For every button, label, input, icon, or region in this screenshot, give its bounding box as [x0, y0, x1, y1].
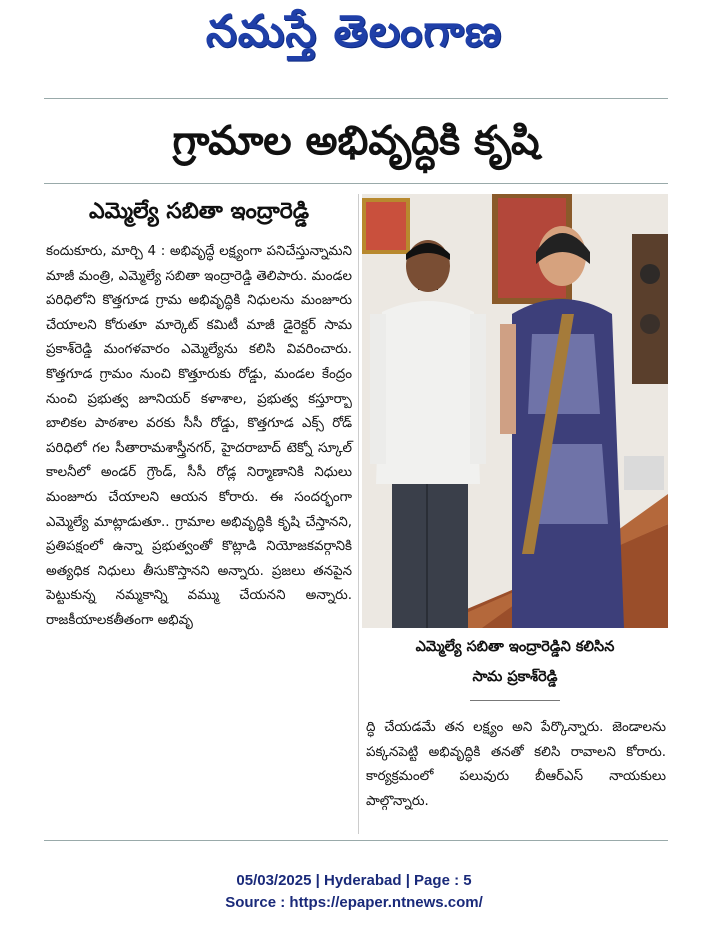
body-left-text: కందుకూరు, మార్చి 4 : అభివృద్ధే లక్ష్యంగా పనిచేస్తున్నామని మాజీ మంత్రి, ఎమ్మెల్యే సబితా ఇంద్రారెడ్డి తెలిపారు. మండల పరిధిలోని కొత్తగూడ గ్రామ అభివృద్ధికి నిధులను మంజూరు చేయాలని కోరుతూ మార్కెట్ కమిటీ మాజీ డైరెక్టర్ సామ ప్రకాశ్‌రెడ్డి మంగళవారం ఎమ్మెల్యేను కలిసి వివరించారు. కొత్తగూడ గ్రామం నుంచి కొత్తూరుకు రోడ్డు, మండల కేంద్రం నుంచి ప్రభుత్వ జూనియర్ కళాశాల, ప్రభుత్వ కస్తూర్బా బాలికల పాఠశాల వరకు సీసీ రోడ్డు, కొత్తగూడ ఎక్స్ రోడ్ పరిధిలో గల సీతారామశాస్త్రీనగర్, హైదరాబాద్ టెక్నో స్కూల్ కాలనీలో అండర్ గ్రౌండ్, సీసీ రోడ్ల నిర్మాణానికి నిధులు మంజూరు చేయాలని ఆయన కోరారు. ఈ సందర్భంగా ఎమ్మెల్యే మాట్లాడుతూ.. గ్రామాల అభివృద్ధికి కృషి చేస్తానని, ప్రతిపక్షంలో ఉన్నా ప్రభుత్వంతో కొట్లాడి నియోజకవర్గానికి అత్యధిక నిధులు తీసుకొస్తానని అన్నారు. ప్రజలు తనపైన పెట్టుకున్న నమ్మకాన్ని వమ్ము చేయనని అన్నారు. రాజకీయాలకతీతంగా అభివృ: [46, 244, 352, 628]
footer-source-line: Source : https://epaper.ntnews.com/: [225, 894, 483, 911]
divider-headline: [44, 183, 668, 184]
article-body-left: [46, 240, 352, 832]
photo-caption-line1: ఎమ్మెల్యే సబితా ఇంద్రారెడ్డిని కలిసిన: [415, 639, 615, 655]
photo-caption: [362, 632, 668, 696]
article-subheadline: ఎమ్మెల్యే సబితా ఇంద్రారెడ్డి: [88, 199, 310, 224]
divider-bottom: [44, 840, 668, 841]
body-right-text: ద్ధి చేయడమే తన లక్ష్యం అని పేర్కొన్నారు. జెండాలను పక్కనపెట్టి అభివృద్ధికి తనతో కలిసి రావాలని కోరారు. కార్యక్రమంలో పలువురు బీఆర్ఎస్ నాయకులు పాల్గొన్నారు.: [366, 720, 666, 809]
divider-top: [44, 98, 668, 99]
masthead-title: నమస్తే తెలంగాణ: [205, 6, 503, 57]
article-headline: గ్రామాల అభివృద్ధికి కృషి: [172, 118, 540, 164]
column-divider: [358, 194, 359, 834]
photo-caption-line2: సామ ప్రకాశ్‌రెడ్డి: [472, 669, 558, 685]
article-photo: [362, 194, 668, 628]
caption-underline: [470, 700, 560, 701]
photo-illustration: [362, 194, 668, 628]
article-body-right: [366, 716, 666, 832]
page-footer: [0, 870, 708, 914]
masthead: [0, 6, 708, 70]
footer-date-line: 05/03/2025 | Hyderabad | Page : 5: [236, 872, 472, 889]
